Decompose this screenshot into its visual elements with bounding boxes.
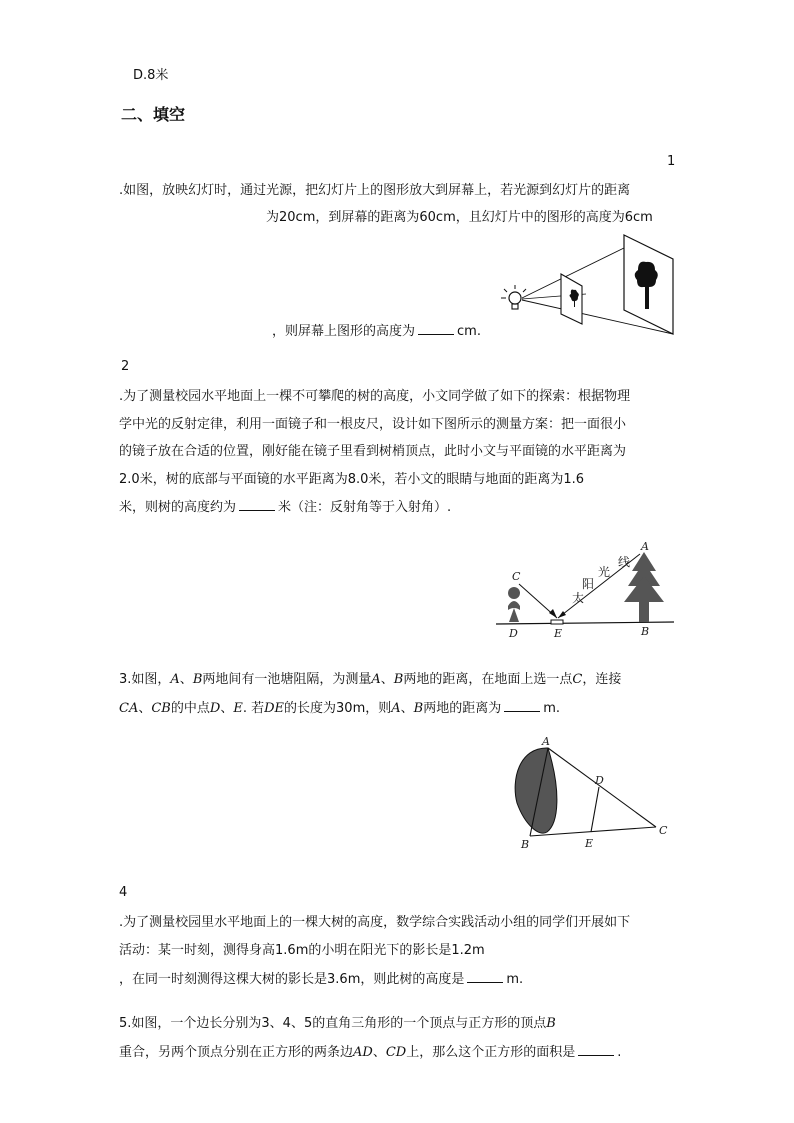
- value: 1.6: [563, 472, 585, 487]
- value: 60cm: [419, 210, 456, 225]
- label-b: B: [521, 838, 530, 851]
- answer-blank[interactable]: [418, 322, 454, 335]
- section-title: 二、填空: [121, 105, 186, 124]
- ray-char: 光: [598, 565, 611, 579]
- value: 2.0: [119, 472, 140, 487]
- answer-blank[interactable]: [504, 699, 540, 712]
- question-number: 4: [119, 885, 128, 900]
- question-text-line: .如图，放映幻灯时，通过光源，把幻灯片上的图形放大到屏幕上，若光源到幻灯片的距离: [119, 183, 631, 198]
- answer-blank[interactable]: [467, 970, 503, 983]
- value: 20cm: [279, 210, 316, 225]
- projector-figure: [498, 234, 676, 338]
- question-text-line: 3.如图，A、B两地间有一池塘阻隔，为测量A、B两地的距离，在地面上选一点C，连接: [119, 672, 622, 687]
- question-text-line: 为20cm，到屏幕的距离为60cm，且幻灯片中的图形的高度为6cm: [266, 210, 653, 225]
- question-text-line: 的镜子放在合适的位置，刚好能在镜子里看到树梢顶点，此时小文与平面镜的水平距离为: [119, 444, 627, 459]
- label-c: C: [512, 570, 521, 583]
- question-number: 2: [121, 359, 130, 374]
- pond: [515, 748, 557, 833]
- light-bulb-icon: [501, 285, 526, 309]
- mirror: [551, 620, 563, 624]
- value: 30m: [336, 701, 366, 716]
- question-text-line: 活动：某一时刻，测得身高1.6m的小明在阳光下的影长是1.2m: [119, 943, 485, 958]
- label-a: A: [641, 540, 649, 553]
- previous-option-d: D.8米: [133, 68, 169, 83]
- mirror-reflection-figure: [494, 536, 676, 642]
- question-number: 1: [667, 154, 676, 169]
- question-text-line: 学中光的反射定律，利用一面镜子和一根皮尺，设计如下图所示的测量方案：把一面很小: [119, 417, 627, 432]
- label-d: D: [509, 627, 518, 640]
- label-e: E: [585, 837, 594, 850]
- label-c: C: [659, 824, 668, 837]
- question-text-line: .为了测量校园里水平地面上的一棵大树的高度，数学综合实践活动小组的同学们开展如下: [119, 915, 631, 930]
- ray-char: 阳: [582, 577, 595, 591]
- label-b: B: [641, 625, 650, 638]
- value: 1.6m: [275, 943, 309, 958]
- ray-char: 线: [618, 555, 631, 569]
- question-text-line: 2.0米，树的底部与平面镜的水平距离为8.0米，若小文的眼睛与地面的距离为1.6: [119, 472, 585, 487]
- question-text-line: 重合，另两个顶点分别在正方形的两条边AD、CD上，那么这个正方形的面积是 .: [119, 1045, 622, 1060]
- question-text-line: CA、CB的中点D、E. 若DE的长度为30m，则A、B两地的距离为 m.: [119, 701, 561, 716]
- answer-blank[interactable]: [578, 1043, 614, 1056]
- question-text-line: 5.如图，一个边长分别为3、4、5的直角三角形的一个顶点与正方形的顶点B: [119, 1016, 556, 1031]
- value: 8.0: [347, 472, 369, 487]
- person-silhouette: [508, 587, 520, 622]
- question-text-line: .为了测量校园水平地面上一棵不可攀爬的树的高度，小文同学做了如下的探索：根据物理: [119, 389, 631, 404]
- label-e: E: [554, 627, 563, 640]
- answer-blank[interactable]: [239, 498, 275, 511]
- question-text-line: 米，则树的高度约为 米（注：反射角等于入射角）.: [119, 500, 452, 515]
- ray-char: 太: [572, 591, 585, 605]
- value: 3.6m: [327, 972, 361, 987]
- question-text-line: ，在同一时刻测得这棵大树的影长是3.6m，则此树的高度是 m.: [119, 972, 524, 987]
- pond-triangle-figure: [505, 735, 677, 855]
- label-d: D: [595, 774, 604, 787]
- value: 6cm: [624, 210, 653, 225]
- question-text-line: ，则屏幕上图形的高度为 cm.: [272, 324, 481, 339]
- value: 1.2m: [451, 943, 485, 958]
- ground-line: [496, 622, 674, 624]
- value: 3、4、5: [261, 1016, 313, 1031]
- label-a: A: [542, 735, 550, 748]
